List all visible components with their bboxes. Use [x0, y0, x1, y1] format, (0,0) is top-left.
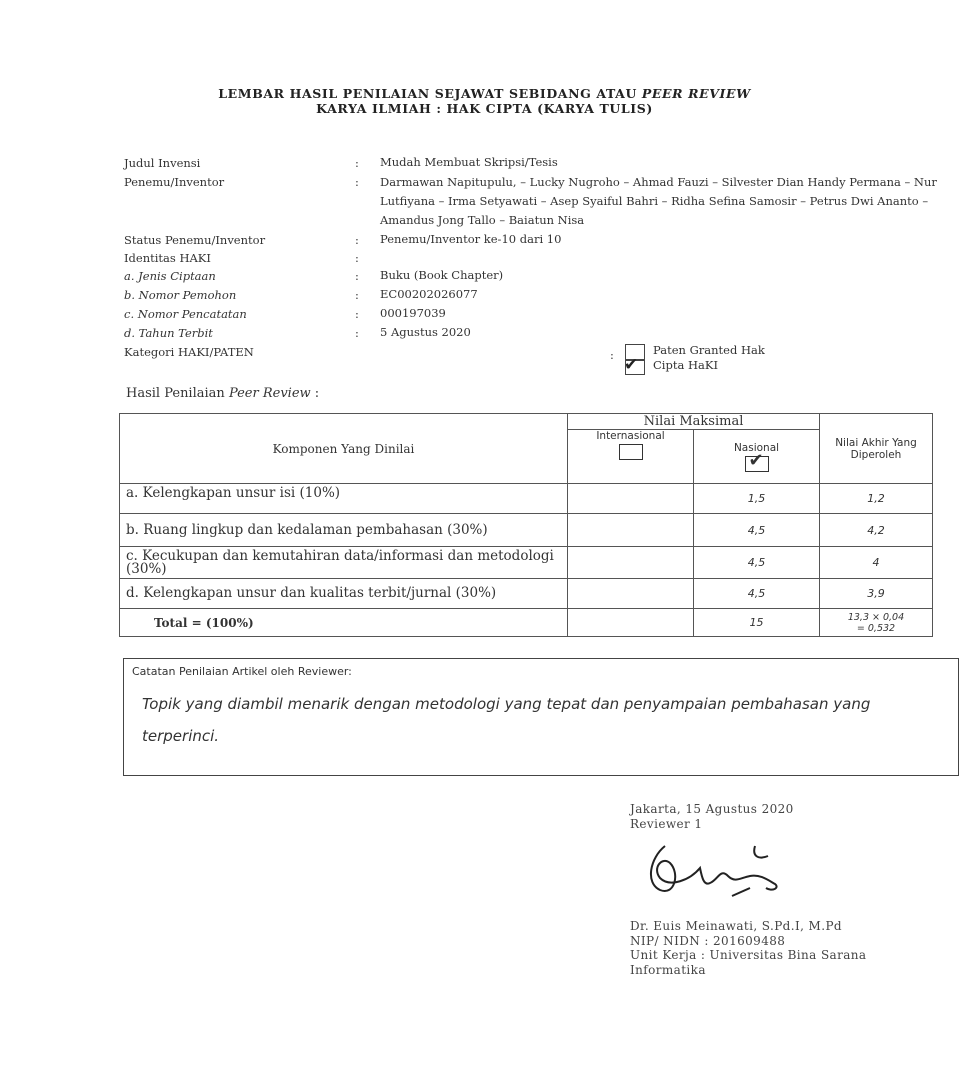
kategori-label: Kategori HAKI/PATEN: [124, 345, 254, 359]
row-label: a. Kelengkapan unsur isi (10%): [120, 484, 568, 514]
notes-text: Topik yang diambil menarik dengan metodologi yang tepat dan penyampaian pembahasan yang terperinci.: [142, 695, 871, 745]
nilai-akhir-total: [820, 609, 933, 637]
penemu-value: Darmawan Napitupulu, – Lucky Nugroho – Ahmad Fauzi – Silvester Dian Handy Permana – Nur Lutfiyana – Irma Setyawati – Asep Syaiful Bahri – Ridha Sefina Samosir – Petrus Dwi Ananto – Amandus Jong Tallo – Baiatun Nisa: [380, 175, 937, 227]
hasil-penilaian-heading: [126, 386, 319, 401]
colon: :: [355, 326, 359, 340]
colon: :: [355, 288, 359, 302]
nomor-pencatatan-label: c. Nomor Pencatatan: [124, 307, 247, 321]
total-label: Total = (100%): [120, 609, 568, 637]
jenis-label: a. Jenis Ciptaan: [124, 269, 216, 283]
hasil-label-suffix: :: [310, 386, 320, 401]
nilai-akhir-value: 3,9: [820, 579, 933, 609]
judul-value: Mudah Membuat Skripsi/Tesis: [380, 155, 558, 169]
hasil-label: Hasil Penilaian: [126, 386, 225, 401]
colon: :: [355, 156, 359, 170]
nasional-label: Nasional: [733, 441, 780, 454]
handwritten-signature: [640, 838, 800, 908]
judul-label: Judul Invensi: [124, 156, 201, 170]
nasional-total: 15: [694, 609, 820, 637]
nilai-maksimal-header: Nilai Maksimal: [568, 414, 820, 430]
nilai-akhir-value: 4,2: [820, 514, 933, 547]
checkmark-icon: ✔: [624, 355, 639, 375]
nilai-akhir-value: 4: [820, 547, 933, 579]
internasional-checkbox[interactable]: [619, 444, 643, 460]
reviewer-notes-box: [123, 658, 959, 776]
paten-option-label: Paten Granted Hak: [653, 343, 765, 357]
signature-role: Reviewer 1: [630, 817, 703, 831]
review-table: [119, 413, 933, 637]
tahun-value: 5 Agustus 2020: [380, 325, 471, 339]
table-row: [120, 514, 933, 547]
internasional-label: Internasional: [596, 430, 665, 442]
penemu-label: Penemu/Inventor: [124, 175, 225, 189]
colon: :: [355, 251, 359, 265]
signature-name: Dr. Euis Meinawati, S.Pd.I, M.Pd: [630, 919, 842, 933]
signature-place-date: Jakarta, 15 Agustus 2020: [630, 802, 794, 816]
nasional-checkbox[interactable]: [745, 449, 769, 472]
row-label: b. Ruang lingkup dan kedalaman pembahasan (30%): [120, 514, 568, 547]
internasional-cell: [568, 430, 694, 484]
colon: :: [355, 269, 359, 283]
internasional-total: [568, 609, 694, 637]
total-row: [120, 609, 933, 637]
signature-unit-line1: Unit Kerja : Universitas Bina Sarana: [630, 948, 867, 962]
document-subtitle: KARYA ILMIAH : HAK CIPTA (KARYA TULIS): [316, 101, 653, 116]
nasional-value: 4,5: [694, 514, 820, 547]
status-label: Status Penemu/Inventor: [124, 233, 266, 247]
nilai-akhir-value: 1,2: [820, 484, 933, 514]
title-italic: PEER REVIEW: [641, 86, 751, 101]
jenis-value: Buku (Book Chapter): [380, 268, 504, 282]
row-label: d. Kelengkapan unsur dan kualitas terbit/jurnal (30%): [120, 579, 568, 609]
total-akhir-line1: 13,3 × 0,04: [847, 611, 905, 623]
colon: :: [355, 307, 359, 321]
nasional-cell: [694, 430, 820, 484]
identitas-label: Identitas HAKI: [124, 251, 211, 265]
row-label: c. Kecukupan dan kemutahiran data/informasi dan metodologi (30%): [120, 547, 568, 579]
checkmark-icon: ✔: [748, 449, 764, 471]
cipta-checkbox[interactable]: [624, 355, 645, 375]
total-akhir-line2: = 0,532: [856, 622, 896, 634]
table-row: [120, 484, 933, 514]
internasional-value: [568, 547, 694, 579]
colon: :: [355, 175, 359, 189]
nilai-akhir-header: Nilai Akhir Yang Diperoleh: [820, 414, 933, 484]
notes-label: Catatan Penilaian Artikel oleh Reviewer:: [132, 665, 352, 678]
nasional-value: 4,5: [694, 547, 820, 579]
nomor-pencatatan-value: 000197039: [380, 306, 446, 320]
table-row: [120, 579, 933, 609]
tahun-label: d. Tahun Terbit: [124, 326, 213, 340]
hasil-label-italic: Peer Review: [228, 386, 311, 401]
table-row: [120, 547, 933, 579]
colon: :: [610, 348, 614, 362]
title-text: LEMBAR HASIL PENILAIAN SEJAWAT SEBIDANG ATAU: [218, 86, 637, 101]
komponen-header: Komponen Yang Dinilai: [120, 414, 568, 484]
nasional-value: 1,5: [694, 484, 820, 514]
internasional-value: [568, 579, 694, 609]
signature-nip: NIP/ NIDN : 201609488: [630, 934, 786, 948]
status-value: Penemu/Inventor ke-10 dari 10: [380, 232, 562, 246]
nomor-pemohon-label: b. Nomor Pemohon: [124, 288, 237, 302]
internasional-value: [568, 514, 694, 547]
cipta-option-label: Cipta HaKI: [653, 358, 718, 372]
internasional-value: [568, 484, 694, 514]
nomor-pemohon-value: EC00202026077: [380, 287, 478, 301]
document-title: [0, 86, 969, 101]
nasional-value: 4,5: [694, 579, 820, 609]
colon: :: [355, 233, 359, 247]
signature-unit-line2: Informatika: [630, 963, 706, 977]
